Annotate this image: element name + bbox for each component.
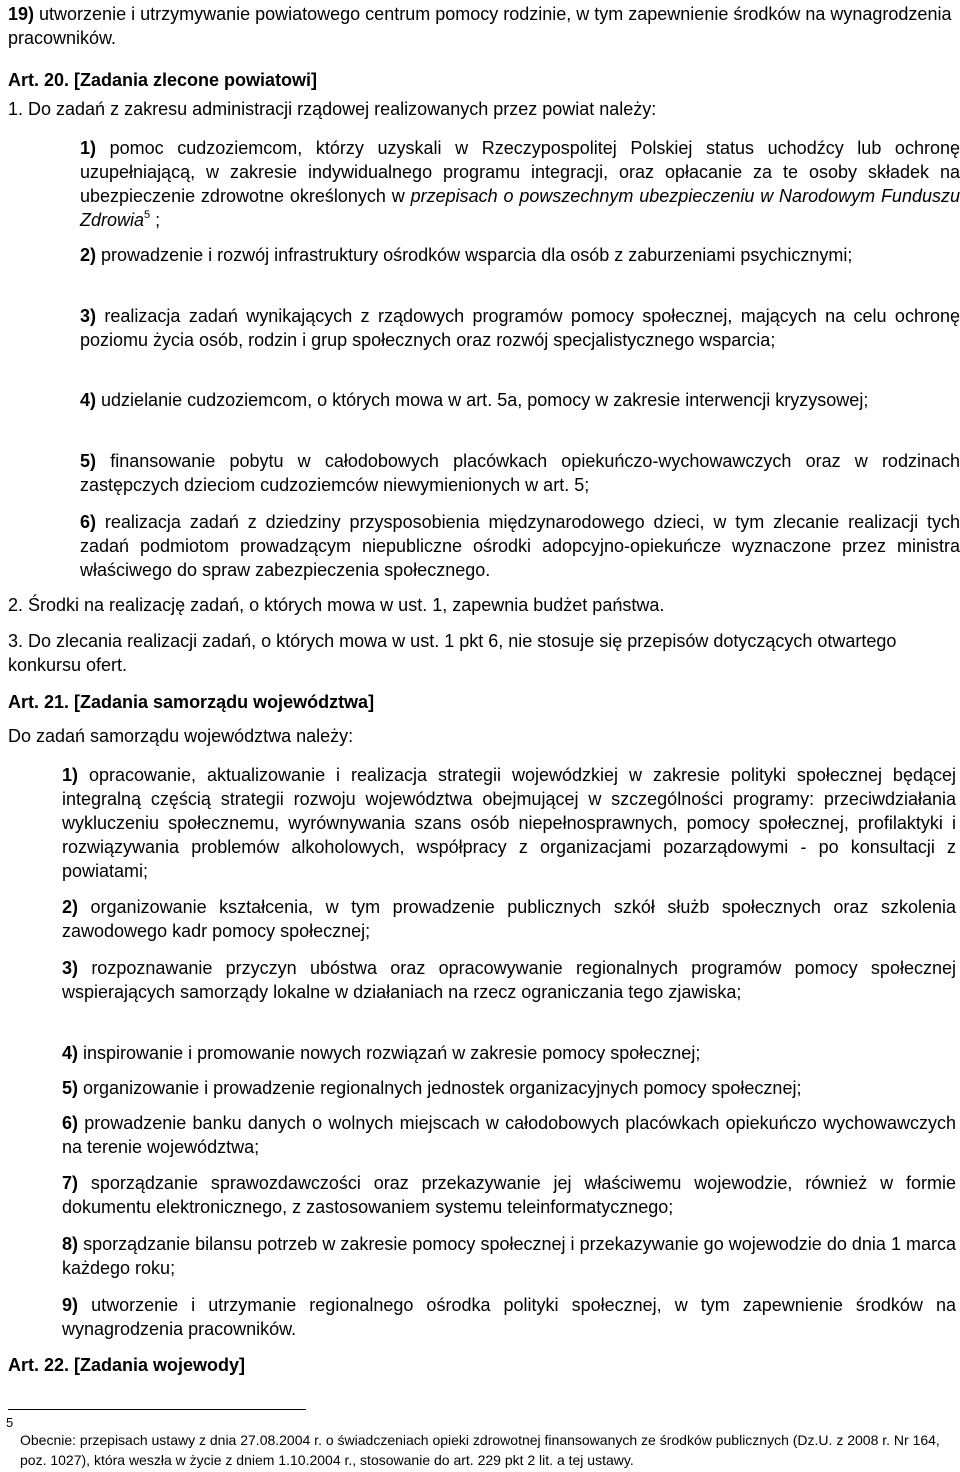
item-number: 5) <box>80 451 97 471</box>
item-text-end: ; <box>155 210 161 230</box>
list-item <box>8 2 956 50</box>
item-text: prowadzenie banku danych o wolnych miejscach w całodobowych placówkach opiekuńczo wychowawczych na terenie województwa; <box>62 1113 956 1157</box>
item-number: 6) <box>62 1113 79 1133</box>
item-text: organizowanie i prowadzenie regionalnych jednostek organizacyjnych pomocy społecznej; <box>83 1078 802 1098</box>
list-item <box>80 510 960 582</box>
article-heading: Art. 21. [Zadania samorządu województwa] <box>8 692 375 712</box>
item-text: organizowanie kształcenia, w tym prowadzenie publicznych szkół służb społecznych oraz szkolenia zawodowego kadr pomocy społecznej; <box>62 897 956 941</box>
list-item <box>62 1041 956 1065</box>
item-number: 2) <box>62 897 79 917</box>
item-number: 2) <box>80 245 97 265</box>
item-text: opracowanie, aktualizowanie i realizacja strategii wojewódzkiej w zakresie polityki społecznej będącej integralną częścią strategii rozwoju województwa obejmującej w szczególności programy: przeciwdziałania wykluczeniu społecznemu, wyrównywania szans osób niepełnosprawnych, pomocy społecznej, profilaktyki i rozwiązywania problemów alkoholowych, współpracy z organizacjami pozarządowymi - po konsultacji z powiatami; <box>62 765 956 881</box>
item-text: rozpoznawanie przyczyn ubóstwa oraz opracowywanie regionalnych programów pomocy społecznej wspierających samorządy lokalne w działaniach na rzecz ograniczania tego zjawiska; <box>62 958 956 1002</box>
item-text: sporządzanie bilansu potrzeb w zakresie pomocy społecznej i przekazywanie go wojewodzie do dnia 1 marca każdego roku; <box>62 1234 956 1278</box>
list-item <box>62 895 956 943</box>
item-number: 3) <box>80 306 97 326</box>
item-number: 5) <box>62 1078 79 1098</box>
item-number: 1) <box>62 765 79 785</box>
item-number: 6) <box>80 512 97 532</box>
item-text: utworzenie i utrzymanie regionalnego ośrodka polityki społecznej, w tym zapewnienie środków na wynagrodzenia pracowników. <box>62 1295 956 1339</box>
item-text: pomoc cudzoziemcom, którzy uzyskali w Rzeczypospolitej Polskiej status uchodźcy lub ochronę uzupełniającą, w zakresie indywidualnego programu integracji, oraz opłacanie za te osoby składek na ubezpieczenie zdrowotne określonych w <box>80 138 960 206</box>
item-text: realizacja zadań z dziedziny przysposobienia międzynarodowego dzieci, w tym zlecanie realizacji tych zadań podmiotom prowadzącym niepubliczne ośrodki adopcyjno-opiekuńcze wyznaczone przez ministra właściwego do spraw zabezpieczenia społecznego. <box>80 512 960 580</box>
list-item <box>62 1232 956 1280</box>
list-item <box>62 1111 956 1159</box>
item-number: 1) <box>80 138 97 158</box>
list-item <box>62 1293 956 1341</box>
item-number: 9) <box>62 1295 79 1315</box>
paragraph: 2. Środki na realizację zadań, o których mowa w ust. 1, zapewnia budżet państwa. <box>8 595 665 615</box>
list-item <box>62 763 956 883</box>
footnote-ref: 5 <box>144 209 151 221</box>
item-number: 3) <box>62 958 79 978</box>
paragraph: 3. Do zlecania realizacji zadań, o których mowa w ust. 1 pkt 6, nie stosuje się przepisów dotyczących otwartego konkursu ofert. <box>8 631 897 675</box>
paragraph: 1. Do zadań z zakresu administracji rządowej realizowanych przez powiat należy: <box>8 99 657 119</box>
list-item <box>62 1171 956 1219</box>
item-text: prowadzenie i rozwój infrastruktury ośrodków wsparcia dla osób z zaburzeniami psychicznymi; <box>101 245 853 265</box>
list-item <box>62 956 956 1004</box>
item-text: utworzenie i utrzymywanie powiatowego centrum pomocy rodzinie, w tym zapewnienie środków na wynagrodzenia pracowników. <box>8 4 952 48</box>
paragraph: Do zadań samorządu województwa należy: <box>8 726 354 746</box>
item-number: 8) <box>62 1234 79 1254</box>
item-number: 19) <box>8 4 35 24</box>
list-item <box>80 243 960 267</box>
item-text: udzielanie cudzoziemcom, o których mowa w art. 5a, pomocy w zakresie interwencji kryzysowej; <box>101 390 869 410</box>
item-text: inspirowanie i promowanie nowych rozwiązań w zakresie pomocy społecznej; <box>83 1043 701 1063</box>
list-item <box>80 136 960 235</box>
list-item <box>80 449 960 497</box>
footnote-number: 5 <box>6 1415 14 1430</box>
item-number: 4) <box>80 390 97 410</box>
list-item <box>62 1076 956 1100</box>
item-text: sporządzanie sprawozdawczości oraz przekazywanie jej właściwemu wojewodzie, również w formie dokumentu elektronicznego, z zastosowaniem systemu teleinformatycznego; <box>62 1173 956 1217</box>
list-item <box>80 388 960 412</box>
item-text: realizacja zadań wynikających z rządowych programów pomocy społecznej, mających na celu ochronę poziomu życia osób, rodzin i grup społecznych oraz rozwój specjalistycznego wsparcia; <box>80 306 960 350</box>
article-heading: Art. 20. [Zadania zlecone powiatowi] <box>8 70 318 90</box>
item-number: 7) <box>62 1173 79 1193</box>
list-item <box>80 304 960 352</box>
item-text-italic: przepisach o powszechnym ubezpieczeniu w Narodowym Funduszu Zdrowia <box>80 186 960 230</box>
item-text: finansowanie pobytu w całodobowych placówkach opiekuńczo-wychowawczych oraz w rodzinach zastępczych dzieciom cudzoziemców niewymienionych w art. 5; <box>80 451 960 495</box>
article-heading: Art. 22. [Zadania wojewody] <box>8 1355 246 1375</box>
footnote-separator <box>8 1409 306 1410</box>
item-number: 4) <box>62 1043 79 1063</box>
footnote-text: Obecnie: przepisach ustawy z dnia 27.08.2004 r. o świadczeniach opieki zdrowotnej finansowanych ze środków publicznych (Dz.U. z 2008 r. Nr 164, poz. 1027), która weszła w życie z dniem 1.10.2004 r., stosowanie do art. 229 pkt 2 lit. a tej ustawy. <box>20 1432 940 1468</box>
